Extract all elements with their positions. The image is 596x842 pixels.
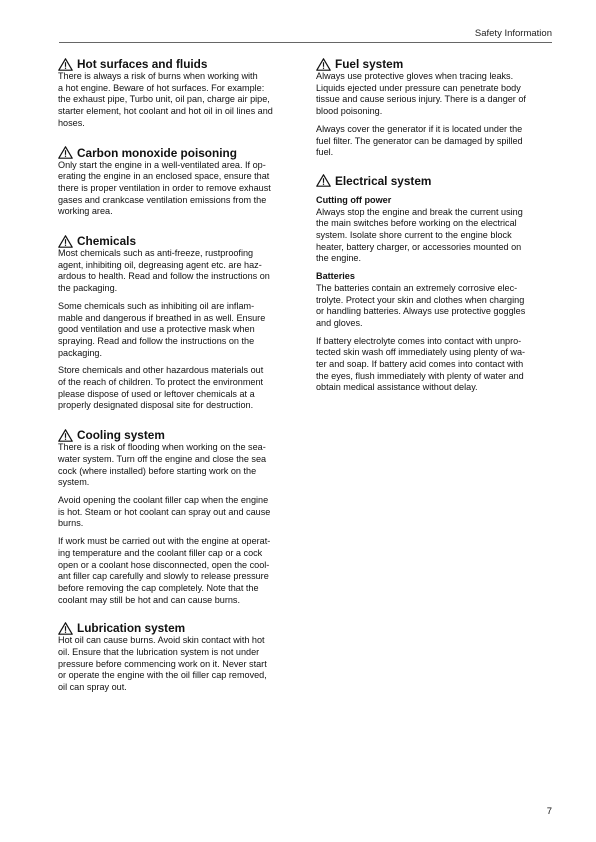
section-fuel-system	[316, 57, 554, 159]
paragraph	[316, 336, 554, 395]
text-line: ter and soap. If battery acid comes into contact with	[316, 359, 524, 370]
section-electrical-system	[316, 174, 554, 394]
text-line: erating the engine in an enclosed space, ensure that	[58, 171, 270, 182]
text-line: Always cover the generator if it is located under the	[316, 123, 523, 134]
text-line: working area.	[58, 206, 113, 217]
text-line: the exhaust pipe, Turbo unit, oil pan, charge air pipe,	[58, 94, 270, 105]
page-header-title: Safety Information	[474, 28, 552, 39]
paragraph	[58, 536, 296, 606]
subsection-title: Batteries	[316, 271, 355, 282]
text-line: fuel.	[316, 147, 334, 158]
section-heading	[316, 174, 554, 188]
text-line: or handling batteries. Always use protective goggles	[316, 306, 526, 317]
text-line: system.	[58, 477, 90, 488]
text-line: ardous to health. Read and follow the instructions on	[58, 271, 270, 282]
warning-triangle-icon	[58, 235, 73, 248]
text-line: There is always a risk of burns when working with	[58, 71, 258, 81]
paragraph	[58, 71, 296, 130]
section-heading	[58, 146, 296, 160]
section-title: Carbon monoxide poisoning	[77, 145, 237, 160]
section-heading	[58, 57, 296, 71]
text-line: Always stop the engine and break the current using	[316, 206, 523, 217]
text-line: ing temperature and the coolant filler cap or a cock	[58, 547, 263, 558]
text-line: mable and dangerous if breathed in as well. Ensure	[58, 312, 266, 323]
text-line: The batteries contain an extremely corrosive elec-	[316, 282, 518, 293]
paragraph	[58, 160, 296, 219]
section-title: Lubrication system	[77, 621, 186, 636]
text-line: before removing the cap completely. Note that the	[58, 582, 259, 593]
text-line: a hot engine. Beware of hot surfaces. For example:	[58, 82, 265, 93]
text-line: good ventilation and use a protective mask when	[58, 324, 255, 335]
header-rule	[59, 42, 552, 43]
paragraph	[58, 301, 296, 360]
text-line: packaging.	[58, 347, 102, 358]
text-line: open or a coolant hose disconnected, open the cool-	[58, 559, 270, 570]
text-line: water system. Turn off the engine and close the sea	[58, 453, 267, 464]
text-line: agent, inhibiting oil, degreasing agent etc. are haz-	[58, 259, 262, 270]
text-line: please dispose of used or leftover chemicals at a	[58, 388, 255, 399]
text-line: oil can spray out.	[58, 682, 127, 693]
text-line: starter element, hot coolant and hot oil in oil lines and	[58, 106, 273, 117]
paragraph	[58, 635, 296, 694]
text-line: tected skin wash off immediately using plenty of wa-	[316, 347, 526, 358]
text-line: If battery electrolyte comes into contact with unpro-	[316, 335, 522, 346]
text-line: pressure before commencing work on it. Never start	[58, 658, 267, 669]
paragraph	[58, 248, 296, 295]
section-heading	[316, 57, 554, 71]
text-line: gases and crankcase ventilation emissions from the	[58, 194, 267, 205]
paragraph	[58, 365, 296, 412]
text-line: heater, battery charger, or accessories mounted on	[316, 241, 522, 252]
section-title: Chemicals	[77, 234, 137, 249]
text-line: There is a risk of flooding when working on the sea-	[58, 442, 266, 453]
text-line: is hot. Steam or hot coolant can spray out and cause	[58, 506, 271, 517]
text-line: Most chemicals such as anti-freeze, rustproofing	[58, 248, 254, 259]
text-line: or operate the engine with the oil filler cap removed,	[58, 670, 267, 681]
text-line: there is proper ventilation in order to remove exhaust	[58, 182, 271, 193]
text-line: tissue and cause serious injury. There is a danger of	[316, 94, 526, 105]
paragraph	[316, 207, 554, 266]
text-line: Only start the engine in a well-ventilated area. If op-	[58, 159, 266, 170]
text-line: Always use protective gloves when tracing leaks.	[316, 71, 514, 81]
text-line: the eyes, flush immediately with plenty of water and	[316, 370, 524, 381]
paragraph	[316, 124, 554, 159]
section-title: Fuel system	[335, 57, 404, 71]
text-line: trolyte. Protect your skin and clothes when charging	[316, 294, 525, 305]
left-column	[58, 57, 296, 700]
paragraph	[58, 442, 296, 489]
section-heading	[58, 621, 296, 635]
paragraph	[316, 283, 554, 330]
section-carbon-monoxide-poisoning	[58, 146, 296, 219]
section-title: Electrical system	[335, 173, 432, 188]
text-line: Some chemicals such as inhibiting oil are inflam-	[58, 300, 255, 311]
right-column	[316, 57, 554, 400]
section-lubrication-system	[58, 621, 296, 694]
paragraph	[58, 495, 296, 530]
text-line: Hot oil can cause burns. Avoid skin contact with hot	[58, 635, 265, 646]
page-number: 7	[546, 806, 552, 817]
section-hot-surfaces-and-fluids	[58, 57, 296, 130]
text-line: the main switches before working on the electrical	[316, 218, 517, 229]
text-line: the packaging.	[58, 283, 118, 294]
text-line: fuel filter. The generator can be damaged by spilled	[316, 135, 523, 146]
section-heading	[58, 428, 296, 442]
text-line: Store chemicals and other hazardous materials out	[58, 365, 264, 376]
warning-triangle-icon	[316, 58, 331, 71]
section-chemicals	[58, 234, 296, 412]
text-line: burns.	[58, 518, 84, 529]
text-line: coolant may still be hot and can cause burns.	[58, 594, 240, 605]
warning-triangle-icon	[58, 429, 73, 442]
warning-triangle-icon	[58, 146, 73, 159]
text-line: Avoid opening the coolant filler cap when the engine	[58, 494, 269, 505]
text-line: system. Isolate shore current to the engine block	[316, 230, 512, 241]
text-line: hoses.	[58, 117, 85, 128]
subsection-title: Cutting off power	[316, 194, 392, 205]
section-title: Hot surfaces and fluids	[77, 57, 208, 71]
text-line: properly designated disposal site for destruction.	[58, 400, 254, 411]
warning-triangle-icon	[58, 58, 73, 71]
text-line: and gloves.	[316, 317, 363, 328]
text-line: obtain medical assistance without delay.	[316, 382, 478, 393]
section-title: Cooling system	[77, 428, 165, 443]
text-line: the engine.	[316, 253, 362, 264]
text-line: Liquids ejected under pressure can penetrate body	[316, 82, 521, 93]
text-line: ant filler cap carefully and slowly to release pressure	[58, 571, 269, 582]
section-cooling-system	[58, 428, 296, 606]
text-line: blood poisoning.	[316, 106, 383, 117]
warning-triangle-icon	[316, 174, 331, 187]
text-line: spraying. Read and follow the instructions on the	[58, 335, 255, 346]
text-line: cock (where installed) before starting work on the	[58, 465, 257, 476]
text-line: If work must be carried out with the engine at operat-	[58, 536, 271, 547]
text-line: oil. Ensure that the lubrication system is not under	[58, 647, 260, 658]
section-heading	[58, 234, 296, 248]
text-line: of the reach of children. To protect the environment	[58, 377, 264, 388]
warning-triangle-icon	[58, 622, 73, 635]
paragraph	[316, 71, 554, 118]
